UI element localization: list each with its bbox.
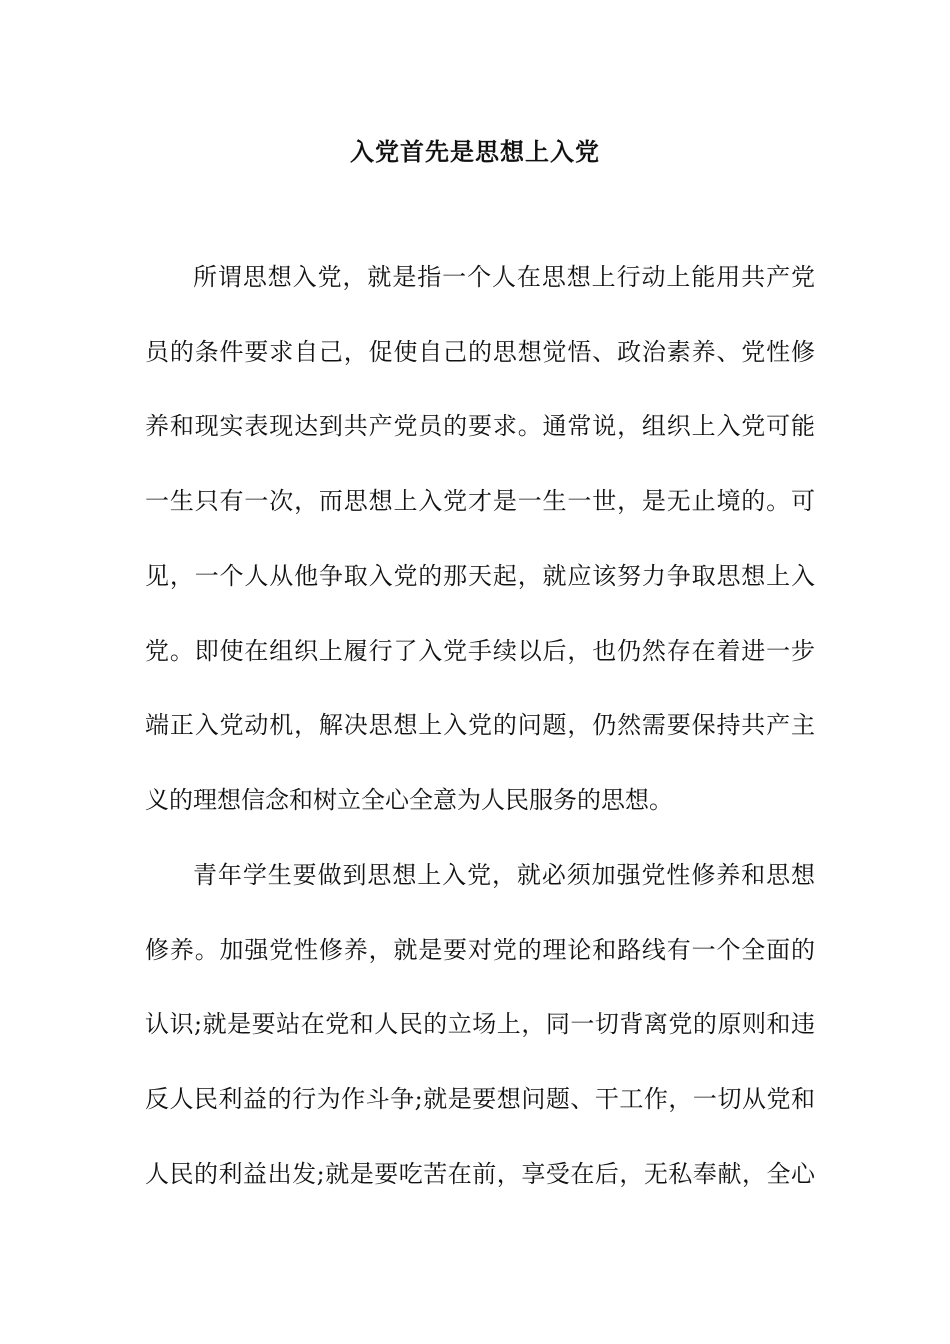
- paragraph-2-line: 反人民利益的行为作斗争;就是要想问题、干工作，一切从党和: [145, 1085, 815, 1113]
- paragraph-2-line: 青年学生要做到思想上入党，就必须加强党性修养和思想: [193, 861, 815, 889]
- paragraph-1-line: 见，一个人从他争取入党的那天起，就应该努力争取思想上入: [145, 562, 815, 590]
- paragraph-1-line: 所谓思想入党，就是指一个人在思想上行动上能用共产党: [193, 263, 815, 291]
- document-title: 入党首先是思想上入党: [350, 137, 600, 166]
- paragraph-1-line: 义的理想信念和树立全心全意为人民服务的思想。: [145, 786, 673, 814]
- paragraph-2-line: 认识;就是要站在党和人民的立场上，同一切背离党的原则和违: [145, 1010, 815, 1038]
- paragraph-1-line: 一生只有一次，而思想上入党才是一生一世，是无止境的。可: [145, 487, 815, 515]
- paragraph-2-line: 人民的利益出发;就是要吃苦在前，享受在后，无私奉献，全心: [145, 1160, 815, 1188]
- paragraph-2-line: 修养。加强党性修养，就是要对党的理论和路线有一个全面的: [145, 936, 815, 964]
- paragraph-1-line: 端正入党动机，解决思想上入党的问题，仍然需要保持共产主: [145, 711, 815, 739]
- paragraph-1-line: 员的条件要求自己，促使自己的思想觉悟、政治素养、党性修: [145, 338, 815, 366]
- paragraph-1-line: 养和现实表现达到共产党员的要求。通常说，组织上入党可能: [145, 412, 815, 440]
- paragraph-1-line: 党。即使在组织上履行了入党手续以后，也仍然存在着进一步: [145, 637, 815, 665]
